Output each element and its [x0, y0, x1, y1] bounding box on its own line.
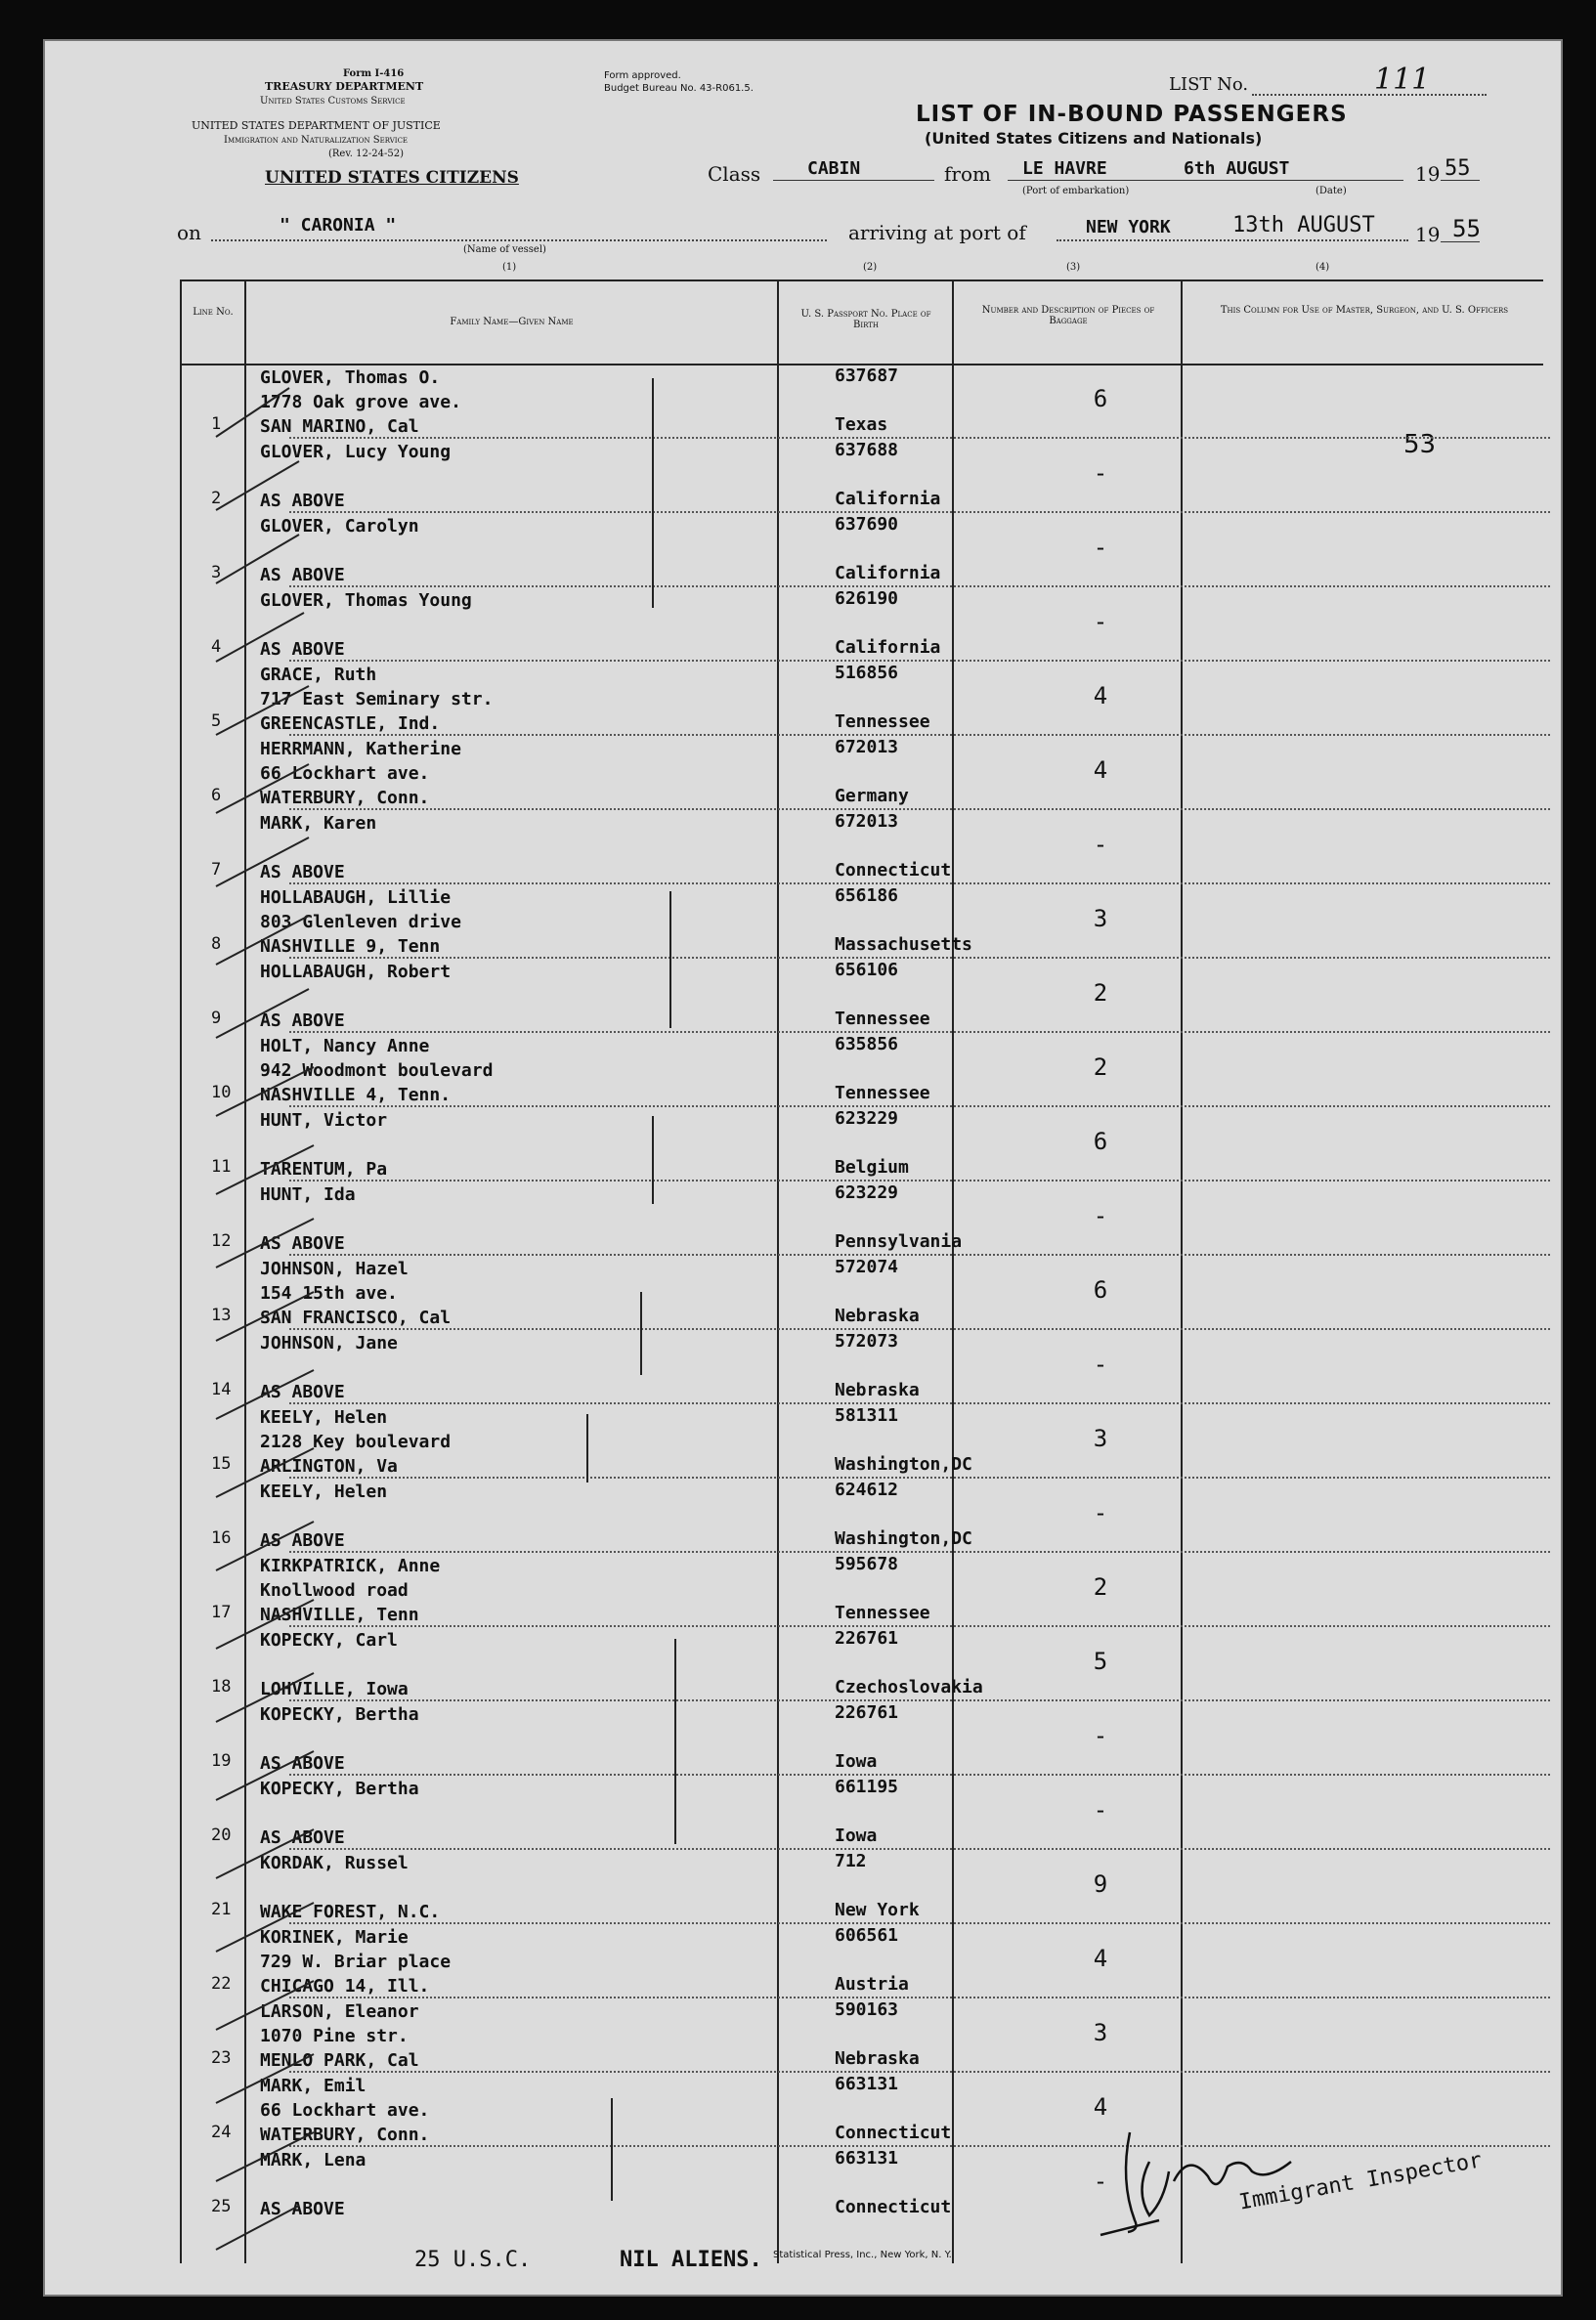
- row-separator: [289, 1105, 1550, 1107]
- row-separator: [289, 585, 1550, 587]
- class-label: Class: [708, 162, 761, 186]
- name-line-1: MARK, Karen: [260, 813, 377, 834]
- passport-number: 226761: [835, 1702, 899, 1723]
- baggage-count: 4: [1093, 682, 1108, 709]
- table-row: [45, 885, 1565, 960]
- name-line-3: AS ABOVE: [260, 1382, 345, 1402]
- line-number: 23: [211, 2048, 232, 2068]
- passport-number: 637687: [835, 365, 899, 386]
- name-line-3: ARLINGTON, Va: [260, 1456, 398, 1477]
- arriving-label: arriving at port of: [848, 221, 1026, 244]
- year-prefix: 19: [1415, 162, 1441, 186]
- baggage-count: 2: [1093, 1573, 1108, 1601]
- printer-line: Statistical Press, Inc., New York, N. Y.: [773, 2250, 952, 2260]
- place-of-birth: Iowa: [835, 1826, 878, 1846]
- line-number: 5: [211, 711, 222, 731]
- row-separator: [289, 437, 1550, 439]
- place-of-birth: Washington,DC: [835, 1528, 972, 1549]
- name-line-3: AS ABOVE: [260, 862, 345, 882]
- place-of-birth: Pennsylvania: [835, 1231, 963, 1252]
- date-line: [1174, 180, 1403, 181]
- name-line-1: JOHNSON, Jane: [260, 1333, 398, 1353]
- name-line-3: AS ABOVE: [260, 565, 345, 585]
- from-label: from: [944, 162, 991, 186]
- arrival-port: NEW YORK: [1086, 217, 1171, 237]
- name-line-1: KEELY, Helen: [260, 1407, 388, 1428]
- row-separator: [289, 882, 1550, 884]
- line-number: 20: [211, 1826, 232, 1845]
- baggage-count: 5: [1093, 1648, 1108, 1675]
- line-number: 3: [211, 563, 222, 582]
- table-row: [45, 440, 1565, 514]
- line-number: 7: [211, 860, 222, 880]
- signature-title: Immigrant Inspector: [1237, 2148, 1485, 2215]
- name-line-2: 1778 Oak grove ave.: [260, 392, 461, 412]
- place-of-birth: Connecticut: [835, 860, 952, 881]
- list-number-label: LIST No.: [1169, 74, 1249, 95]
- row-separator: [289, 2071, 1550, 2073]
- line-number: 9: [211, 1009, 222, 1028]
- passport-number: 595678: [835, 1554, 899, 1574]
- table-row: [45, 1702, 1565, 1777]
- col-4-marker: (4): [1316, 262, 1330, 273]
- passport-number: 672013: [835, 811, 899, 832]
- passport-number: 656186: [835, 885, 899, 906]
- row-separator: [289, 660, 1550, 662]
- name-line-3: LOHVILLE, Iowa: [260, 1679, 409, 1699]
- line-number: 1: [211, 414, 222, 434]
- line-number: 8: [211, 934, 222, 954]
- list-number-line: [1252, 94, 1487, 96]
- table-row: [45, 1851, 1565, 1925]
- name-line-3: NASHVILLE, Tenn: [260, 1605, 419, 1625]
- name-line-3: AS ABOVE: [260, 1233, 345, 1254]
- line-number: 16: [211, 1528, 232, 1548]
- passport-number: 572073: [835, 1331, 899, 1352]
- arrival-year-prefix: 19: [1415, 223, 1441, 246]
- place-of-birth: Washington,DC: [835, 1454, 972, 1475]
- vessel-caption: (Name of vessel): [463, 244, 546, 255]
- name-line-3: TARENTUM, Pa: [260, 1159, 388, 1180]
- baggage-count: 3: [1093, 1425, 1108, 1452]
- name-line-2: 717 East Seminary str.: [260, 689, 494, 709]
- row-separator: [289, 1180, 1550, 1181]
- table-row: [45, 960, 1565, 1034]
- customs-service: United States Customs Service: [260, 96, 406, 107]
- name-line-1: MARK, Emil: [260, 2076, 367, 2096]
- baggage-count: 3: [1093, 2019, 1108, 2046]
- budget-bureau: Budget Bureau No. 43-R061.5.: [604, 83, 754, 94]
- name-line-2: 729 W. Briar place: [260, 1952, 452, 1972]
- arrival-year-line: [1441, 241, 1480, 242]
- passport-number: 663131: [835, 2074, 899, 2094]
- row-separator: [289, 1997, 1550, 1998]
- baggage-count: 6: [1093, 1276, 1108, 1304]
- name-line-1: KOPECKY, Bertha: [260, 1779, 419, 1799]
- name-line-3: AS ABOVE: [260, 1010, 345, 1031]
- baggage-count: 4: [1093, 756, 1108, 784]
- line-number: 18: [211, 1677, 232, 1697]
- row-separator: [289, 1699, 1550, 1701]
- justice-department: UNITED STATES DEPARTMENT OF JUSTICE: [192, 119, 441, 132]
- baggage-count: 2: [1093, 1053, 1108, 1081]
- name-line-3: AS ABOVE: [260, 1827, 345, 1848]
- name-line-3: SAN MARINO, Cal: [260, 416, 419, 437]
- line-number: 14: [211, 1380, 232, 1399]
- name-line-2: 942 Woodmont boulevard: [260, 1060, 494, 1081]
- place-of-birth: California: [835, 489, 941, 509]
- passport-number: 572074: [835, 1257, 899, 1277]
- col-header-line: Line No.: [193, 307, 234, 318]
- table-row: [45, 2074, 1565, 2148]
- place-of-birth: New York: [835, 1900, 920, 1920]
- treasury-department: TREASURY DEPARTMENT: [265, 80, 424, 93]
- col-1-marker: (1): [502, 262, 517, 273]
- col-header-passport: U. S. Passport No. Place of Birth: [800, 309, 931, 330]
- baggage-count: 2: [1093, 979, 1108, 1007]
- category-title: UNITED STATES CITIZENS: [265, 168, 519, 188]
- name-line-1: KORINEK, Marie: [260, 1927, 409, 1948]
- table-row: [45, 1108, 1565, 1182]
- row-separator: [289, 1625, 1550, 1627]
- name-line-3: MENLO PARK, Cal: [260, 2050, 419, 2071]
- revision-date: (Rev. 12-24-52): [328, 149, 405, 159]
- baggage-count: 6: [1093, 1128, 1108, 1155]
- table-row: [45, 514, 1565, 588]
- name-line-2: 803 Glenleven drive: [260, 912, 461, 932]
- place-of-birth: Belgium: [835, 1157, 909, 1178]
- passport-number: 516856: [835, 663, 899, 683]
- row-separator: [289, 1328, 1550, 1330]
- name-line-3: NASHVILLE 9, Tenn: [260, 936, 441, 957]
- table-row: [45, 811, 1565, 885]
- row-separator: [289, 1774, 1550, 1776]
- line-number: 13: [211, 1306, 232, 1325]
- row-separator: [289, 1031, 1550, 1033]
- line-number: 19: [211, 1751, 232, 1771]
- row-separator: [289, 808, 1550, 810]
- passport-number: 226761: [835, 1628, 899, 1649]
- line-number: 15: [211, 1454, 232, 1474]
- name-line-3: AS ABOVE: [260, 2199, 345, 2219]
- document-subtitle: (United States Citizens and Nationals): [925, 129, 1263, 148]
- col-header-officers: This Column for Use of Master, Surgeon, and U. S. Officers: [1220, 305, 1509, 316]
- passport-number: 626190: [835, 588, 899, 609]
- line-number: 25: [211, 2197, 232, 2216]
- name-line-3: NASHVILLE 4, Tenn.: [260, 1085, 452, 1105]
- line-number: 6: [211, 786, 222, 805]
- table-row: [45, 1034, 1565, 1108]
- year-line: [1441, 180, 1480, 181]
- baggage-count: -: [1093, 608, 1108, 635]
- place-of-birth: Nebraska: [835, 1380, 920, 1400]
- table-row: [45, 1182, 1565, 1257]
- passport-number: 637690: [835, 514, 899, 535]
- passport-number: 656106: [835, 960, 899, 980]
- name-line-3: AS ABOVE: [260, 1530, 345, 1551]
- place-of-birth: Nebraska: [835, 1306, 920, 1326]
- passport-number: 635856: [835, 1034, 899, 1054]
- passenger-table: [45, 365, 1565, 2252]
- name-line-1: GLOVER, Carolyn: [260, 516, 419, 537]
- name-line-3: CHICAGO 14, Ill.: [260, 1976, 430, 1997]
- passport-number: 661195: [835, 1777, 899, 1797]
- row-separator: [289, 1402, 1550, 1404]
- name-line-3: GREENCASTLE, Ind.: [260, 713, 441, 734]
- name-line-1: GLOVER, Lucy Young: [260, 442, 452, 462]
- embarkation-date: 6th AUGUST: [1184, 158, 1290, 179]
- name-line-3: AS ABOVE: [260, 1753, 345, 1774]
- place-of-birth: Tennessee: [835, 1083, 930, 1103]
- class-value: CABIN: [807, 158, 861, 179]
- line-number: 12: [211, 1231, 232, 1251]
- name-line-2: 66 Lockhart ave.: [260, 763, 430, 784]
- passport-number: 606561: [835, 1925, 899, 1946]
- name-line-1: HOLT, Nancy Anne: [260, 1036, 430, 1056]
- name-line-1: GRACE, Ruth: [260, 665, 377, 685]
- table-row: [45, 1554, 1565, 1628]
- place-of-birth: Tennessee: [835, 711, 930, 732]
- arrival-line: [1057, 239, 1408, 241]
- table-row: [45, 588, 1565, 663]
- row-separator: [289, 957, 1550, 959]
- port-line: [1008, 180, 1193, 181]
- name-line-3: SAN FRANCISCO, Cal: [260, 1308, 452, 1328]
- baggage-count: -: [1093, 1796, 1108, 1824]
- name-line-1: KEELY, Helen: [260, 1482, 388, 1502]
- passport-number: 712: [835, 1851, 867, 1871]
- passport-number: 637688: [835, 440, 899, 460]
- place-of-birth: Austria: [835, 1974, 909, 1995]
- arrival-date: 13th AUGUST: [1232, 213, 1375, 237]
- name-line-1: GLOVER, Thomas Young: [260, 590, 472, 611]
- table-row: [45, 1777, 1565, 1851]
- form-number: Form I-416: [343, 68, 405, 79]
- name-line-3: AS ABOVE: [260, 491, 345, 511]
- form-approved: Form approved.: [604, 70, 681, 81]
- passport-number: 663131: [835, 2148, 899, 2169]
- list-number: 111: [1374, 63, 1431, 97]
- row-separator: [289, 734, 1550, 736]
- footer-aliens: NIL ALIENS.: [620, 2248, 762, 2272]
- line-number: 17: [211, 1603, 232, 1622]
- port-caption: (Port of embarkation): [1022, 186, 1130, 196]
- footer-usc: 25 U.S.C.: [414, 2248, 532, 2272]
- name-line-1: HERRMANN, Katherine: [260, 739, 461, 759]
- line-number: 21: [211, 1900, 232, 1919]
- place-of-birth: Iowa: [835, 1751, 878, 1772]
- place-of-birth: Tennessee: [835, 1009, 930, 1029]
- row-separator: [289, 1922, 1550, 1924]
- name-line-2: 2128 Key boulevard: [260, 1432, 452, 1452]
- ins-service: Immigration and Naturalization Service: [224, 135, 409, 146]
- place-of-birth: Czechoslovakia: [835, 1677, 983, 1697]
- baggage-count: -: [1093, 1351, 1108, 1378]
- passport-number: 581311: [835, 1405, 899, 1426]
- name-line-1: HOLLABAUGH, Lillie: [260, 887, 452, 908]
- passport-number: 623229: [835, 1182, 899, 1203]
- embarkation-port: LE HAVRE: [1022, 158, 1107, 179]
- col-2-marker: (2): [863, 262, 878, 273]
- baggage-count: -: [1093, 1499, 1108, 1526]
- name-line-2: 66 Lockhart ave.: [260, 2100, 430, 2121]
- col-3-marker: (3): [1066, 262, 1081, 273]
- name-line-1: KOPECKY, Bertha: [260, 1704, 419, 1725]
- table-row: [45, 1257, 1565, 1331]
- table-row: [45, 1628, 1565, 1702]
- place-of-birth: Tennessee: [835, 1603, 930, 1623]
- line-number: 10: [211, 1083, 232, 1102]
- row-separator: [289, 2145, 1550, 2147]
- class-line: [773, 180, 934, 181]
- name-line-3: WATERBURY, Conn.: [260, 2125, 430, 2145]
- name-line-2: 154 15th ave.: [260, 1283, 398, 1304]
- baggage-count: -: [1093, 459, 1108, 487]
- name-line-1: HOLLABAUGH, Robert: [260, 962, 452, 982]
- row-separator: [289, 511, 1550, 513]
- baggage-count: -: [1093, 831, 1108, 858]
- baggage-count: 9: [1093, 1870, 1108, 1898]
- vessel-line: [211, 239, 827, 241]
- name-line-2: 1070 Pine str.: [260, 2026, 409, 2046]
- line-number: 11: [211, 1157, 232, 1177]
- name-line-3: WAKE FOREST, N.C.: [260, 1902, 441, 1922]
- table-row: [45, 1925, 1565, 1999]
- place-of-birth: California: [835, 637, 941, 658]
- place-of-birth: Nebraska: [835, 2048, 920, 2069]
- name-line-3: WATERBURY, Conn.: [260, 788, 430, 808]
- name-line-3: AS ABOVE: [260, 639, 345, 660]
- place-of-birth: Texas: [835, 414, 888, 435]
- date-caption: (Date): [1316, 186, 1347, 196]
- name-line-1: KOPECKY, Carl: [260, 1630, 398, 1651]
- name-line-1: HUNT, Victor: [260, 1110, 388, 1131]
- name-line-1: KIRKPATRICK, Anne: [260, 1556, 441, 1576]
- row-separator: [289, 1848, 1550, 1850]
- name-line-1: MARK, Lena: [260, 2150, 367, 2170]
- table-row: [45, 1331, 1565, 1405]
- name-line-1: KORDAK, Russel: [260, 1853, 409, 1873]
- name-line-1: LARSON, Eleanor: [260, 2001, 419, 2022]
- passport-number: 623229: [835, 1108, 899, 1129]
- line-number: 2: [211, 489, 222, 508]
- baggage-count: 4: [1093, 2093, 1108, 2121]
- name-line-1: GLOVER, Thomas O.: [260, 367, 441, 388]
- place-of-birth: Massachusetts: [835, 934, 972, 955]
- place-of-birth: Connecticut: [835, 2197, 952, 2217]
- baggage-count: 3: [1093, 905, 1108, 932]
- place-of-birth: Connecticut: [835, 2123, 952, 2143]
- name-line-2: Knollwood road: [260, 1580, 409, 1601]
- arrival-year: 55: [1452, 215, 1481, 242]
- on-label: on: [177, 221, 201, 244]
- table-top-rule: [180, 279, 1543, 281]
- name-line-1: JOHNSON, Hazel: [260, 1259, 409, 1279]
- passport-number: 590163: [835, 1999, 899, 2020]
- baggage-count: 6: [1093, 385, 1108, 412]
- table-row: [45, 1999, 1565, 2074]
- place-of-birth: Germany: [835, 786, 909, 806]
- passport-number: 624612: [835, 1480, 899, 1500]
- row-separator: [289, 1477, 1550, 1479]
- officer-mark: 53: [1403, 430, 1437, 459]
- baggage-count: -: [1093, 1722, 1108, 1749]
- line-number: 22: [211, 1974, 232, 1994]
- table-row: [45, 737, 1565, 811]
- baggage-count: -: [1093, 1202, 1108, 1229]
- table-row: [45, 365, 1565, 440]
- place-of-birth: California: [835, 563, 941, 583]
- passenger-manifest-page: [43, 39, 1563, 2297]
- row-separator: [289, 1551, 1550, 1553]
- document-title: LIST OF IN-BOUND PASSENGERS: [916, 102, 1348, 127]
- vessel-name: " CARONIA ": [280, 215, 397, 236]
- line-number: 4: [211, 637, 222, 657]
- table-row: [45, 1480, 1565, 1554]
- passport-number: 672013: [835, 737, 899, 757]
- table-row: [45, 663, 1565, 737]
- baggage-count: 4: [1093, 1945, 1108, 1972]
- name-line-1: HUNT, Ida: [260, 1184, 356, 1205]
- baggage-count: -: [1093, 534, 1108, 561]
- year-value: 55: [1445, 156, 1471, 181]
- table-row: [45, 1405, 1565, 1480]
- col-header-name: Family Name—Given Name: [450, 317, 574, 327]
- line-number: 24: [211, 2123, 232, 2142]
- baggage-count: -: [1093, 2168, 1108, 2195]
- col-header-baggage: Number and Description of Pieces of Baggage: [981, 305, 1155, 326]
- row-separator: [289, 1254, 1550, 1256]
